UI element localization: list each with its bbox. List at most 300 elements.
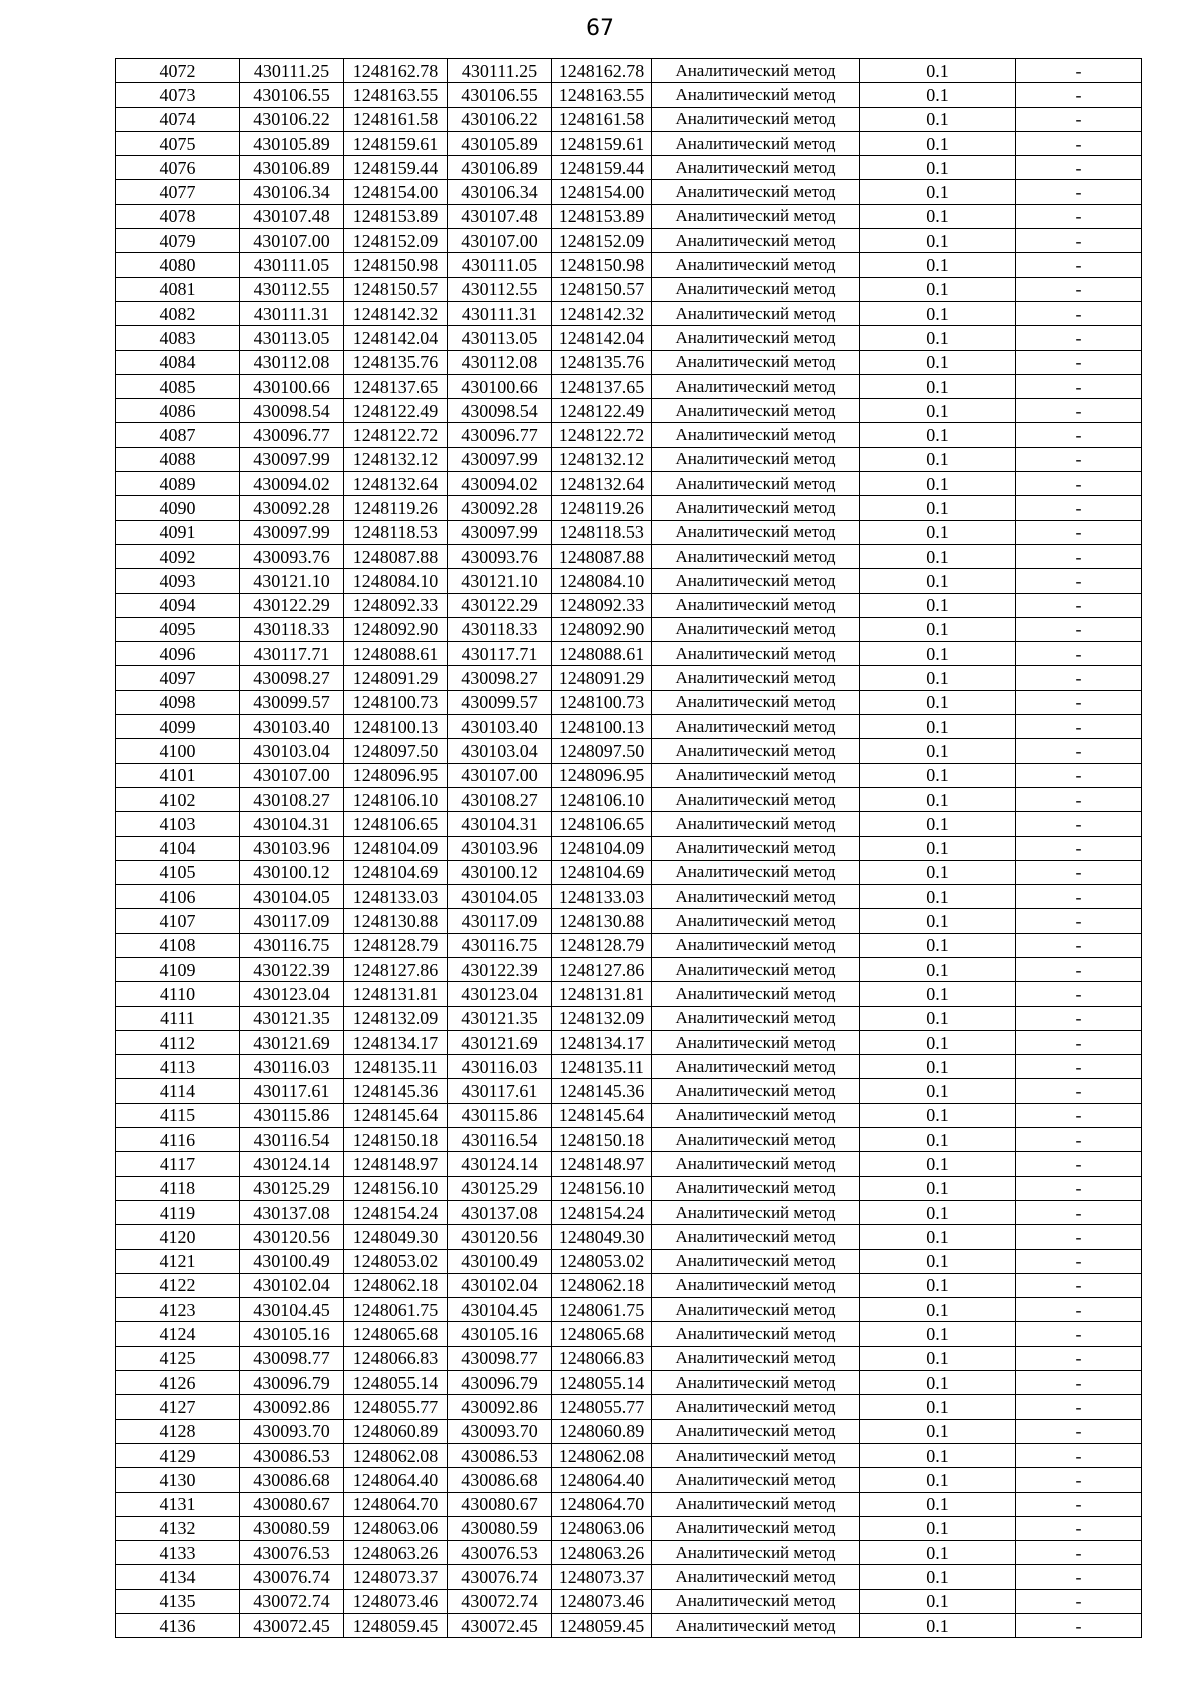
method-cell: Аналитический метод xyxy=(652,1565,860,1589)
method-cell: Аналитический метод xyxy=(652,642,860,666)
note-cell: - xyxy=(1016,1128,1142,1152)
x-coordinate-cell: 430104.45 xyxy=(240,1298,344,1322)
accuracy-cell: 0.1 xyxy=(860,617,1016,641)
x-coordinate-2-cell: 430086.53 xyxy=(448,1443,552,1467)
y-coordinate-cell: 1248062.08 xyxy=(344,1443,448,1467)
y-coordinate-cell: 1248084.10 xyxy=(344,569,448,593)
note-cell: - xyxy=(1016,1614,1142,1638)
x-coordinate-2-cell: 430098.27 xyxy=(448,666,552,690)
x-coordinate-cell: 430106.55 xyxy=(240,83,344,107)
x-coordinate-cell: 430116.03 xyxy=(240,1055,344,1079)
point-number-cell: 4115 xyxy=(116,1103,240,1127)
point-number-cell: 4077 xyxy=(116,180,240,204)
y-coordinate-cell: 1248100.73 xyxy=(344,690,448,714)
x-coordinate-cell: 430122.29 xyxy=(240,593,344,617)
y-coordinate-2-cell: 1248134.17 xyxy=(552,1030,652,1054)
note-cell: - xyxy=(1016,933,1142,957)
method-cell: Аналитический метод xyxy=(652,447,860,471)
y-coordinate-cell: 1248132.12 xyxy=(344,447,448,471)
x-coordinate-2-cell: 430121.10 xyxy=(448,569,552,593)
y-coordinate-2-cell: 1248118.53 xyxy=(552,520,652,544)
accuracy-cell: 0.1 xyxy=(860,1346,1016,1370)
y-coordinate-cell: 1248162.78 xyxy=(344,59,448,83)
x-coordinate-cell: 430120.56 xyxy=(240,1225,344,1249)
x-coordinate-2-cell: 430104.05 xyxy=(448,885,552,909)
x-coordinate-cell: 430112.08 xyxy=(240,350,344,374)
table-row xyxy=(116,131,1142,155)
y-coordinate-cell: 1248092.33 xyxy=(344,593,448,617)
x-coordinate-cell: 430125.29 xyxy=(240,1176,344,1200)
point-number-cell: 4112 xyxy=(116,1030,240,1054)
x-coordinate-2-cell: 430116.54 xyxy=(448,1128,552,1152)
point-number-cell: 4076 xyxy=(116,156,240,180)
point-number-cell: 4124 xyxy=(116,1322,240,1346)
accuracy-cell: 0.1 xyxy=(860,1371,1016,1395)
table-row xyxy=(116,326,1142,350)
method-cell: Аналитический метод xyxy=(652,763,860,787)
method-cell: Аналитический метод xyxy=(652,544,860,568)
y-coordinate-2-cell: 1248163.55 xyxy=(552,83,652,107)
accuracy-cell: 0.1 xyxy=(860,763,1016,787)
method-cell: Аналитический метод xyxy=(652,1614,860,1638)
y-coordinate-2-cell: 1248084.10 xyxy=(552,569,652,593)
y-coordinate-cell: 1248154.24 xyxy=(344,1200,448,1224)
x-coordinate-cell: 430116.75 xyxy=(240,933,344,957)
x-coordinate-cell: 430117.71 xyxy=(240,642,344,666)
note-cell: - xyxy=(1016,83,1142,107)
y-coordinate-cell: 1248122.72 xyxy=(344,423,448,447)
table-row xyxy=(116,423,1142,447)
accuracy-cell: 0.1 xyxy=(860,1298,1016,1322)
y-coordinate-cell: 1248132.64 xyxy=(344,472,448,496)
note-cell: - xyxy=(1016,909,1142,933)
x-coordinate-cell: 430072.45 xyxy=(240,1614,344,1638)
accuracy-cell: 0.1 xyxy=(860,1468,1016,1492)
y-coordinate-2-cell: 1248087.88 xyxy=(552,544,652,568)
accuracy-cell: 0.1 xyxy=(860,156,1016,180)
point-number-cell: 4090 xyxy=(116,496,240,520)
accuracy-cell: 0.1 xyxy=(860,423,1016,447)
accuracy-cell: 0.1 xyxy=(860,301,1016,325)
point-number-cell: 4075 xyxy=(116,131,240,155)
y-coordinate-2-cell: 1248154.24 xyxy=(552,1200,652,1224)
x-coordinate-cell: 430106.22 xyxy=(240,107,344,131)
y-coordinate-2-cell: 1248142.32 xyxy=(552,301,652,325)
accuracy-cell: 0.1 xyxy=(860,690,1016,714)
x-coordinate-2-cell: 430112.08 xyxy=(448,350,552,374)
y-coordinate-cell: 1248128.79 xyxy=(344,933,448,957)
table-row xyxy=(116,617,1142,641)
y-coordinate-2-cell: 1248162.78 xyxy=(552,59,652,83)
x-coordinate-2-cell: 430111.31 xyxy=(448,301,552,325)
x-coordinate-cell: 430080.59 xyxy=(240,1516,344,1540)
table-row xyxy=(116,1322,1142,1346)
table-row xyxy=(116,1419,1142,1443)
method-cell: Аналитический метод xyxy=(652,569,860,593)
x-coordinate-cell: 430104.31 xyxy=(240,812,344,836)
y-coordinate-cell: 1248087.88 xyxy=(344,544,448,568)
y-coordinate-cell: 1248064.40 xyxy=(344,1468,448,1492)
method-cell: Аналитический метод xyxy=(652,520,860,544)
note-cell: - xyxy=(1016,1079,1142,1103)
y-coordinate-2-cell: 1248131.81 xyxy=(552,982,652,1006)
accuracy-cell: 0.1 xyxy=(860,1492,1016,1516)
note-cell: - xyxy=(1016,180,1142,204)
table-row xyxy=(116,1128,1142,1152)
method-cell: Аналитический метод xyxy=(652,1443,860,1467)
x-coordinate-cell: 430093.70 xyxy=(240,1419,344,1443)
x-coordinate-cell: 430107.48 xyxy=(240,204,344,228)
x-coordinate-cell: 430106.34 xyxy=(240,180,344,204)
x-coordinate-2-cell: 430100.49 xyxy=(448,1249,552,1273)
table-row xyxy=(116,1371,1142,1395)
method-cell: Аналитический метод xyxy=(652,1152,860,1176)
method-cell: Аналитический метод xyxy=(652,666,860,690)
y-coordinate-2-cell: 1248133.03 xyxy=(552,885,652,909)
table-row xyxy=(116,933,1142,957)
table-row xyxy=(116,253,1142,277)
accuracy-cell: 0.1 xyxy=(860,496,1016,520)
x-coordinate-2-cell: 430093.76 xyxy=(448,544,552,568)
method-cell: Аналитический метод xyxy=(652,496,860,520)
accuracy-cell: 0.1 xyxy=(860,715,1016,739)
x-coordinate-cell: 430098.27 xyxy=(240,666,344,690)
method-cell: Аналитический метод xyxy=(652,617,860,641)
point-number-cell: 4100 xyxy=(116,739,240,763)
table-row xyxy=(116,1200,1142,1224)
point-number-cell: 4089 xyxy=(116,472,240,496)
method-cell: Аналитический метод xyxy=(652,204,860,228)
y-coordinate-2-cell: 1248073.37 xyxy=(552,1565,652,1589)
y-coordinate-2-cell: 1248061.75 xyxy=(552,1298,652,1322)
y-coordinate-cell: 1248156.10 xyxy=(344,1176,448,1200)
x-coordinate-2-cell: 430117.61 xyxy=(448,1079,552,1103)
point-number-cell: 4087 xyxy=(116,423,240,447)
x-coordinate-2-cell: 430116.03 xyxy=(448,1055,552,1079)
y-coordinate-cell: 1248053.02 xyxy=(344,1249,448,1273)
y-coordinate-2-cell: 1248106.10 xyxy=(552,787,652,811)
y-coordinate-cell: 1248061.75 xyxy=(344,1298,448,1322)
method-cell: Аналитический метод xyxy=(652,593,860,617)
table-row xyxy=(116,1468,1142,1492)
accuracy-cell: 0.1 xyxy=(860,399,1016,423)
note-cell: - xyxy=(1016,326,1142,350)
note-cell: - xyxy=(1016,1492,1142,1516)
note-cell: - xyxy=(1016,739,1142,763)
y-coordinate-2-cell: 1248122.72 xyxy=(552,423,652,447)
x-coordinate-2-cell: 430116.75 xyxy=(448,933,552,957)
x-coordinate-cell: 430098.54 xyxy=(240,399,344,423)
y-coordinate-2-cell: 1248060.89 xyxy=(552,1419,652,1443)
x-coordinate-cell: 430103.04 xyxy=(240,739,344,763)
method-cell: Аналитический метод xyxy=(652,885,860,909)
point-number-cell: 4121 xyxy=(116,1249,240,1273)
y-coordinate-cell: 1248122.49 xyxy=(344,399,448,423)
y-coordinate-cell: 1248097.50 xyxy=(344,739,448,763)
note-cell: - xyxy=(1016,277,1142,301)
point-number-cell: 4111 xyxy=(116,1006,240,1030)
accuracy-cell: 0.1 xyxy=(860,544,1016,568)
method-cell: Аналитический метод xyxy=(652,1128,860,1152)
x-coordinate-2-cell: 430103.96 xyxy=(448,836,552,860)
y-coordinate-2-cell: 1248127.86 xyxy=(552,957,652,981)
y-coordinate-cell: 1248100.13 xyxy=(344,715,448,739)
x-coordinate-2-cell: 430113.05 xyxy=(448,326,552,350)
x-coordinate-2-cell: 430123.04 xyxy=(448,982,552,1006)
y-coordinate-cell: 1248154.00 xyxy=(344,180,448,204)
y-coordinate-cell: 1248119.26 xyxy=(344,496,448,520)
y-coordinate-cell: 1248150.57 xyxy=(344,277,448,301)
table-row xyxy=(116,277,1142,301)
x-coordinate-2-cell: 430117.71 xyxy=(448,642,552,666)
note-cell: - xyxy=(1016,1103,1142,1127)
point-number-cell: 4078 xyxy=(116,204,240,228)
note-cell: - xyxy=(1016,1419,1142,1443)
y-coordinate-cell: 1248145.36 xyxy=(344,1079,448,1103)
accuracy-cell: 0.1 xyxy=(860,229,1016,253)
method-cell: Аналитический метод xyxy=(652,957,860,981)
y-coordinate-2-cell: 1248150.18 xyxy=(552,1128,652,1152)
y-coordinate-2-cell: 1248159.61 xyxy=(552,131,652,155)
table-row xyxy=(116,1541,1142,1565)
note-cell: - xyxy=(1016,1322,1142,1346)
note-cell: - xyxy=(1016,447,1142,471)
note-cell: - xyxy=(1016,642,1142,666)
method-cell: Аналитический метод xyxy=(652,156,860,180)
table-row xyxy=(116,836,1142,860)
y-coordinate-2-cell: 1248130.88 xyxy=(552,909,652,933)
y-coordinate-cell: 1248152.09 xyxy=(344,229,448,253)
x-coordinate-2-cell: 430100.66 xyxy=(448,374,552,398)
y-coordinate-cell: 1248133.03 xyxy=(344,885,448,909)
note-cell: - xyxy=(1016,715,1142,739)
y-coordinate-2-cell: 1248063.26 xyxy=(552,1541,652,1565)
table-row xyxy=(116,715,1142,739)
method-cell: Аналитический метод xyxy=(652,1225,860,1249)
point-number-cell: 4118 xyxy=(116,1176,240,1200)
method-cell: Аналитический метод xyxy=(652,253,860,277)
method-cell: Аналитический метод xyxy=(652,1346,860,1370)
accuracy-cell: 0.1 xyxy=(860,739,1016,763)
y-coordinate-2-cell: 1248148.97 xyxy=(552,1152,652,1176)
table-row xyxy=(116,83,1142,107)
table-row xyxy=(116,885,1142,909)
note-cell: - xyxy=(1016,885,1142,909)
y-coordinate-2-cell: 1248161.58 xyxy=(552,107,652,131)
accuracy-cell: 0.1 xyxy=(860,59,1016,83)
accuracy-cell: 0.1 xyxy=(860,982,1016,1006)
point-number-cell: 4073 xyxy=(116,83,240,107)
note-cell: - xyxy=(1016,229,1142,253)
table-row xyxy=(116,544,1142,568)
accuracy-cell: 0.1 xyxy=(860,1176,1016,1200)
x-coordinate-cell: 430105.89 xyxy=(240,131,344,155)
x-coordinate-2-cell: 430092.28 xyxy=(448,496,552,520)
point-number-cell: 4109 xyxy=(116,957,240,981)
method-cell: Аналитический метод xyxy=(652,1273,860,1297)
accuracy-cell: 0.1 xyxy=(860,909,1016,933)
x-coordinate-cell: 430122.39 xyxy=(240,957,344,981)
x-coordinate-cell: 430107.00 xyxy=(240,229,344,253)
accuracy-cell: 0.1 xyxy=(860,1565,1016,1589)
y-coordinate-2-cell: 1248064.40 xyxy=(552,1468,652,1492)
accuracy-cell: 0.1 xyxy=(860,447,1016,471)
x-coordinate-cell: 430118.33 xyxy=(240,617,344,641)
point-number-cell: 4080 xyxy=(116,253,240,277)
y-coordinate-cell: 1248142.04 xyxy=(344,326,448,350)
method-cell: Аналитический метод xyxy=(652,1103,860,1127)
x-coordinate-2-cell: 430098.77 xyxy=(448,1346,552,1370)
table-row xyxy=(116,957,1142,981)
table-row xyxy=(116,1225,1142,1249)
y-coordinate-cell: 1248130.88 xyxy=(344,909,448,933)
accuracy-cell: 0.1 xyxy=(860,107,1016,131)
note-cell: - xyxy=(1016,1030,1142,1054)
accuracy-cell: 0.1 xyxy=(860,1128,1016,1152)
note-cell: - xyxy=(1016,350,1142,374)
accuracy-cell: 0.1 xyxy=(860,642,1016,666)
method-cell: Аналитический метод xyxy=(652,374,860,398)
point-number-cell: 4105 xyxy=(116,860,240,884)
table-row xyxy=(116,229,1142,253)
y-coordinate-2-cell: 1248135.76 xyxy=(552,350,652,374)
y-coordinate-2-cell: 1248128.79 xyxy=(552,933,652,957)
method-cell: Аналитический метод xyxy=(652,690,860,714)
accuracy-cell: 0.1 xyxy=(860,1516,1016,1540)
method-cell: Аналитический метод xyxy=(652,277,860,301)
point-number-cell: 4116 xyxy=(116,1128,240,1152)
x-coordinate-2-cell: 430080.59 xyxy=(448,1516,552,1540)
table-row xyxy=(116,301,1142,325)
note-cell: - xyxy=(1016,423,1142,447)
accuracy-cell: 0.1 xyxy=(860,1055,1016,1079)
accuracy-cell: 0.1 xyxy=(860,520,1016,544)
table-row xyxy=(116,374,1142,398)
y-coordinate-cell: 1248163.55 xyxy=(344,83,448,107)
note-cell: - xyxy=(1016,59,1142,83)
table-row xyxy=(116,399,1142,423)
method-cell: Аналитический метод xyxy=(652,715,860,739)
point-number-cell: 4131 xyxy=(116,1492,240,1516)
x-coordinate-2-cell: 430096.77 xyxy=(448,423,552,447)
x-coordinate-cell: 430123.04 xyxy=(240,982,344,1006)
x-coordinate-2-cell: 430137.08 xyxy=(448,1200,552,1224)
note-cell: - xyxy=(1016,1200,1142,1224)
y-coordinate-cell: 1248049.30 xyxy=(344,1225,448,1249)
x-coordinate-cell: 430086.68 xyxy=(240,1468,344,1492)
table-row xyxy=(116,156,1142,180)
y-coordinate-cell: 1248073.46 xyxy=(344,1589,448,1613)
note-cell: - xyxy=(1016,836,1142,860)
note-cell: - xyxy=(1016,617,1142,641)
x-coordinate-2-cell: 430106.34 xyxy=(448,180,552,204)
method-cell: Аналитический метод xyxy=(652,107,860,131)
x-coordinate-2-cell: 430122.39 xyxy=(448,957,552,981)
y-coordinate-2-cell: 1248150.57 xyxy=(552,277,652,301)
note-cell: - xyxy=(1016,593,1142,617)
x-coordinate-2-cell: 430086.68 xyxy=(448,1468,552,1492)
note-cell: - xyxy=(1016,107,1142,131)
x-coordinate-cell: 430108.27 xyxy=(240,787,344,811)
x-coordinate-2-cell: 430105.89 xyxy=(448,131,552,155)
accuracy-cell: 0.1 xyxy=(860,326,1016,350)
y-coordinate-cell: 1248106.10 xyxy=(344,787,448,811)
method-cell: Аналитический метод xyxy=(652,933,860,957)
x-coordinate-2-cell: 430098.54 xyxy=(448,399,552,423)
table-row xyxy=(116,1273,1142,1297)
accuracy-cell: 0.1 xyxy=(860,836,1016,860)
method-cell: Аналитический метод xyxy=(652,229,860,253)
table-row xyxy=(116,520,1142,544)
note-cell: - xyxy=(1016,982,1142,1006)
y-coordinate-cell: 1248091.29 xyxy=(344,666,448,690)
y-coordinate-cell: 1248161.58 xyxy=(344,107,448,131)
method-cell: Аналитический метод xyxy=(652,1298,860,1322)
y-coordinate-cell: 1248104.09 xyxy=(344,836,448,860)
x-coordinate-2-cell: 430120.56 xyxy=(448,1225,552,1249)
point-number-cell: 4125 xyxy=(116,1346,240,1370)
y-coordinate-cell: 1248118.53 xyxy=(344,520,448,544)
y-coordinate-2-cell: 1248097.50 xyxy=(552,739,652,763)
x-coordinate-cell: 430121.35 xyxy=(240,1006,344,1030)
table-row xyxy=(116,1589,1142,1613)
point-number-cell: 4083 xyxy=(116,326,240,350)
table-row xyxy=(116,763,1142,787)
table-row xyxy=(116,496,1142,520)
table-row xyxy=(116,1492,1142,1516)
x-coordinate-cell: 430098.77 xyxy=(240,1346,344,1370)
note-cell: - xyxy=(1016,374,1142,398)
x-coordinate-2-cell: 430107.00 xyxy=(448,763,552,787)
y-coordinate-cell: 1248148.97 xyxy=(344,1152,448,1176)
x-coordinate-2-cell: 430118.33 xyxy=(448,617,552,641)
note-cell: - xyxy=(1016,399,1142,423)
table-row xyxy=(116,1395,1142,1419)
table-row xyxy=(116,180,1142,204)
table-row xyxy=(116,1103,1142,1127)
y-coordinate-2-cell: 1248053.02 xyxy=(552,1249,652,1273)
x-coordinate-2-cell: 430112.55 xyxy=(448,277,552,301)
x-coordinate-2-cell: 430094.02 xyxy=(448,472,552,496)
accuracy-cell: 0.1 xyxy=(860,1419,1016,1443)
table-row xyxy=(116,1516,1142,1540)
y-coordinate-2-cell: 1248132.64 xyxy=(552,472,652,496)
accuracy-cell: 0.1 xyxy=(860,83,1016,107)
point-number-cell: 4130 xyxy=(116,1468,240,1492)
note-cell: - xyxy=(1016,1176,1142,1200)
y-coordinate-2-cell: 1248088.61 xyxy=(552,642,652,666)
x-coordinate-2-cell: 430092.86 xyxy=(448,1395,552,1419)
note-cell: - xyxy=(1016,860,1142,884)
x-coordinate-cell: 430111.05 xyxy=(240,253,344,277)
point-number-cell: 4128 xyxy=(116,1419,240,1443)
accuracy-cell: 0.1 xyxy=(860,1006,1016,1030)
table-row xyxy=(116,1443,1142,1467)
y-coordinate-2-cell: 1248119.26 xyxy=(552,496,652,520)
accuracy-cell: 0.1 xyxy=(860,1249,1016,1273)
accuracy-cell: 0.1 xyxy=(860,277,1016,301)
point-number-cell: 4127 xyxy=(116,1395,240,1419)
point-number-cell: 4102 xyxy=(116,787,240,811)
x-coordinate-cell: 430099.57 xyxy=(240,690,344,714)
y-coordinate-2-cell: 1248049.30 xyxy=(552,1225,652,1249)
point-number-cell: 4095 xyxy=(116,617,240,641)
note-cell: - xyxy=(1016,787,1142,811)
note-cell: - xyxy=(1016,1516,1142,1540)
method-cell: Аналитический метод xyxy=(652,472,860,496)
note-cell: - xyxy=(1016,1273,1142,1297)
y-coordinate-2-cell: 1248104.69 xyxy=(552,860,652,884)
